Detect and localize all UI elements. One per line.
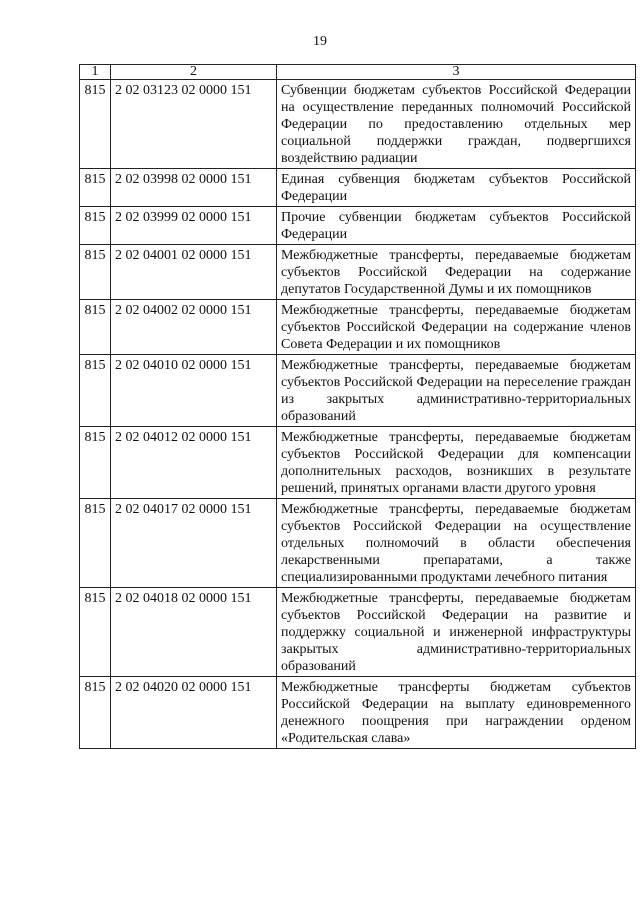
admin-code-cell: 815 bbox=[80, 499, 111, 588]
revenue-name-cell: Единая субвенция бюджетам субъектов Российской Федерации bbox=[277, 169, 636, 207]
table-row bbox=[80, 499, 636, 588]
revenue-name-cell: Межбюджетные трансферты, передаваемые бюджетам субъектов Российской Федерации на содержание членов Совета Федерации и их помощников bbox=[277, 300, 636, 355]
revenue-name-cell: Межбюджетные трансферты бюджетам субъектов Российской Федерации на выплату единовременного денежного поощрения при награждении орденом «Родительская слава» bbox=[277, 677, 636, 749]
admin-code-cell: 815 bbox=[80, 245, 111, 300]
table-row bbox=[80, 80, 636, 169]
table-body bbox=[80, 80, 636, 749]
budget-code-cell: 2 02 03999 02 0000 151 bbox=[111, 207, 277, 245]
column-header-1: 1 bbox=[80, 65, 111, 80]
revenue-name-cell: Межбюджетные трансферты, передаваемые бюджетам субъектов Российской Федерации на содержание депутатов Государственной Думы и их помощников bbox=[277, 245, 636, 300]
table-row bbox=[80, 207, 636, 245]
revenue-name-cell: Межбюджетные трансферты, передаваемые бюджетам субъектов Российской Федерации на переселение граждан из закрытых административно-территориальных образований bbox=[277, 355, 636, 427]
budget-code-cell: 2 02 04020 02 0000 151 bbox=[111, 677, 277, 749]
admin-code-cell: 815 bbox=[80, 80, 111, 169]
column-header-3: 3 bbox=[277, 65, 636, 80]
table-row bbox=[80, 588, 636, 677]
budget-code-cell: 2 02 04010 02 0000 151 bbox=[111, 355, 277, 427]
table-row bbox=[80, 245, 636, 300]
budget-code-cell: 2 02 04002 02 0000 151 bbox=[111, 300, 277, 355]
budget-code-cell: 2 02 03123 02 0000 151 bbox=[111, 80, 277, 169]
budget-code-cell: 2 02 04017 02 0000 151 bbox=[111, 499, 277, 588]
admin-code-cell: 815 bbox=[80, 427, 111, 499]
admin-code-cell: 815 bbox=[80, 169, 111, 207]
budget-code-cell: 2 02 04018 02 0000 151 bbox=[111, 588, 277, 677]
table-row bbox=[80, 169, 636, 207]
budget-classification-table bbox=[79, 64, 636, 749]
table-row bbox=[80, 677, 636, 749]
page-number: 19 bbox=[313, 34, 327, 49]
revenue-name-cell: Субвенции бюджетам субъектов Российской Федерации на осуществление переданных полномочий Российской Федерации по предоставлению отдельных мер социальной поддержки граждан, подвергшихся воздействию радиации bbox=[277, 80, 636, 169]
budget-code-cell: 2 02 04001 02 0000 151 bbox=[111, 245, 277, 300]
column-header-2: 2 bbox=[111, 65, 277, 80]
revenue-name-cell: Прочие субвенции бюджетам субъектов Российской Федерации bbox=[277, 207, 636, 245]
table-row bbox=[80, 300, 636, 355]
admin-code-cell: 815 bbox=[80, 588, 111, 677]
budget-code-cell: 2 02 03998 02 0000 151 bbox=[111, 169, 277, 207]
table-header bbox=[80, 65, 636, 80]
admin-code-cell: 815 bbox=[80, 207, 111, 245]
revenue-name-cell: Межбюджетные трансферты, передаваемые бюджетам субъектов Российской Федерации для компенсации дополнительных расходов, возникших в результате решений, принятых органами власти другого уровня bbox=[277, 427, 636, 499]
revenue-name-cell: Межбюджетные трансферты, передаваемые бюджетам субъектов Российской Федерации на развитие и поддержку социальной и инженерной инфраструктуры закрытых административно-территориальных образований bbox=[277, 588, 636, 677]
budget-code-cell: 2 02 04012 02 0000 151 bbox=[111, 427, 277, 499]
table-header-row bbox=[80, 65, 636, 80]
table-row bbox=[80, 427, 636, 499]
admin-code-cell: 815 bbox=[80, 300, 111, 355]
admin-code-cell: 815 bbox=[80, 355, 111, 427]
revenue-name-cell: Межбюджетные трансферты, передаваемые бюджетам субъектов Российской Федерации на осуществление отдельных полномочий в области обеспечения лекарственными препаратами, а также специализированными продуктами лечебного питания bbox=[277, 499, 636, 588]
admin-code-cell: 815 bbox=[80, 677, 111, 749]
table-row bbox=[80, 355, 636, 427]
